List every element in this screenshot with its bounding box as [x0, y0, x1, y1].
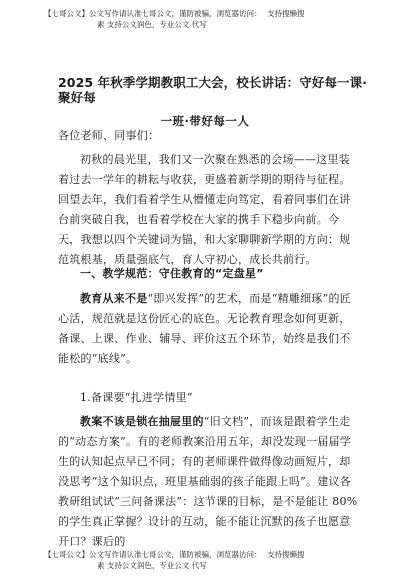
banner-text-line2: 素 支持公文润色，专业公文 代写	[97, 20, 207, 29]
banner-text-line1-tail: 支持搜懒搜	[267, 9, 305, 18]
paragraph-intro: 初秋的晨光里，我们又一次聚在熟悉的会场——这里装着过去一学年的耕耘与收获，更盛着新学期的期待与征程。回望去年，我们看着学生从懵懂走向笃定，看着同事们在讲台前突破自我，也看着学校在大家的携手下稳步向前。今天，我想以四个关键词为锚，和大家聊聊新学期的方向：规范筑根基，质量强底气，育人守初心，成长共前行。	[58, 153, 351, 266]
paragraph-norms	[58, 289, 358, 385]
paragraph-lesson-prep	[58, 412, 358, 548]
header-banner	[0, 8, 410, 32]
paragraph-norms-body: “即兴发挥”的艺术，而是“精雕细琢”的匠心活，规范就是这份匠心的底色。无论教育理念如何更新，备课、上课、作业、辅导、评价这五个环节，始终是我们不能松的“底线”。	[58, 292, 351, 365]
banner-text-line2: 素 支持公文润色，专业公文 代写	[97, 561, 207, 570]
document-title: 2025 年秋季学期教职工大会，校长讲话：守好每一课·聚好每	[58, 75, 368, 105]
banner-text-line1: 【七哥公文】公文写作请认准七哥公文，谨防被骗，浏览器访问：	[44, 550, 262, 559]
paragraph-lesson-prep-lead: 教案不该是锁在抽屉里的	[80, 415, 204, 428]
banner-text-line1-tail: 支持搜懒搜	[267, 550, 305, 559]
footer-banner	[0, 549, 410, 573]
subsection-heading-lesson-prep: 1.备课要“扎进学情里”	[80, 391, 193, 404]
paragraph-norms-lead: 教育从来不是	[80, 292, 148, 305]
banner-text-line1: 【七哥公文】公文写作请认准七哥公文，谨防被骗，浏览器访问：	[44, 9, 262, 18]
document-subtitle: 一班·带好每一人	[160, 114, 250, 128]
greeting: 各位老师、同事们：	[58, 129, 160, 142]
paragraph-lesson-prep-body: “旧文档”，而该是跟着学生走的“动态方案”。有的老师教案沿用五年，却没发现一届届学生的认知起点早已不同；有的老师课件做得像动画短片，却没思考“这个知识点，班里基础弱的孩子能跟上吗”。建议各教研组试试“三问备课法”：这节课的目标，是不是能让 80%的学生真正掌握？设计的互动，能不能让沉默的孩子也愿意开口？课后的	[58, 415, 358, 548]
section-heading-teaching-norms: 一、教学规范：守住教育的“定盘星”	[80, 267, 264, 280]
